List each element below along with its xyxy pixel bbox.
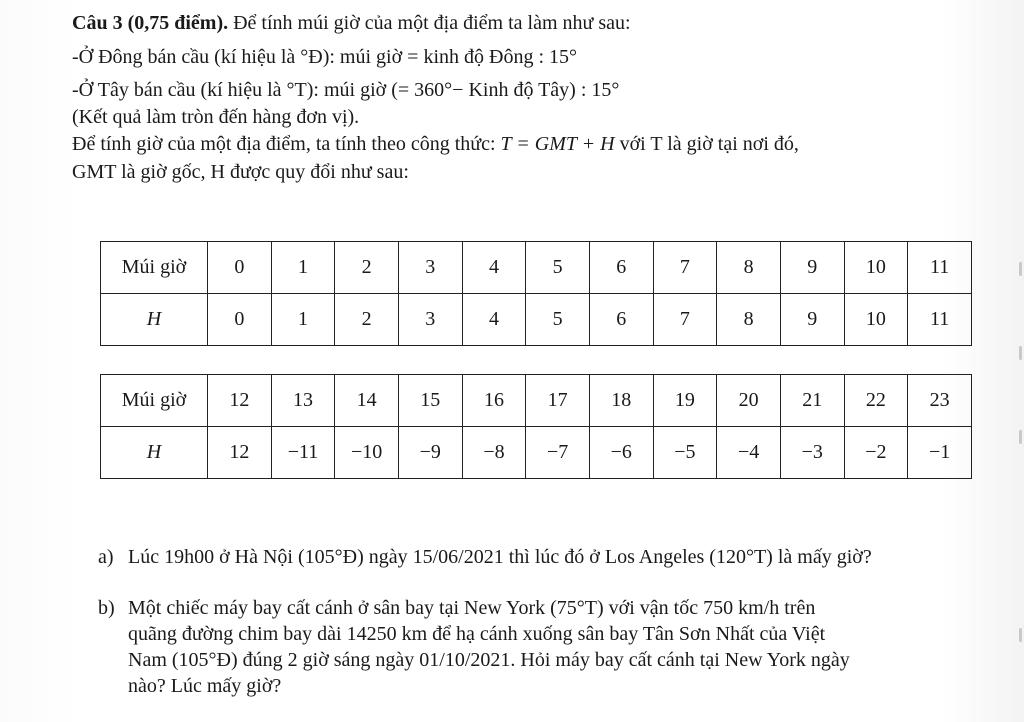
h-cell: 5 bbox=[526, 294, 590, 346]
question-a bbox=[98, 544, 872, 570]
timezone-cell: 7 bbox=[653, 242, 717, 294]
timezone-cell: 3 bbox=[398, 242, 462, 294]
h-cell: 2 bbox=[335, 294, 399, 346]
page-edge-mark bbox=[1019, 262, 1022, 276]
h-row-header bbox=[101, 294, 208, 346]
formula-intro: Để tính giờ của một địa điểm, ta tính theo công thức: bbox=[72, 133, 501, 155]
h-cell: 10 bbox=[844, 294, 908, 346]
formula-line bbox=[72, 131, 799, 157]
timezone-cell: 12 bbox=[208, 375, 272, 427]
timezone-cell: 21 bbox=[780, 375, 844, 427]
h-cell: −7 bbox=[526, 427, 590, 479]
formula-continuation: GMT là giờ gốc, H được quy đổi như sau: bbox=[72, 161, 409, 183]
east-hemisphere-rule: -Ở Đông bán cầu (kí hiệu là °Đ): múi giờ = kinh độ Đông : 15° bbox=[72, 46, 577, 68]
h-cell: −6 bbox=[589, 427, 653, 479]
h-cell: −9 bbox=[398, 427, 462, 479]
timezone-row-header: Múi giờ bbox=[101, 375, 208, 427]
h-cell: 7 bbox=[653, 294, 717, 346]
timezone-cell: 14 bbox=[335, 375, 399, 427]
timezone-cell: 9 bbox=[780, 242, 844, 294]
timezone-cell: 4 bbox=[462, 242, 526, 294]
h-cell: −10 bbox=[335, 427, 399, 479]
timezone-row bbox=[101, 242, 972, 294]
question-b-line bbox=[98, 595, 1000, 621]
timezone-cell: 22 bbox=[844, 375, 908, 427]
question-b bbox=[98, 595, 1000, 699]
timezone-cell: 10 bbox=[844, 242, 908, 294]
question-a-label: a) bbox=[98, 546, 114, 568]
question-b-text-2: quãng đường chim bay dài 14250 km để hạ cánh xuống sân bay Tân Sơn Nhất của Việt bbox=[128, 623, 826, 645]
h-cell: −1 bbox=[908, 427, 972, 479]
page-edge-mark bbox=[1019, 346, 1022, 360]
timezone-cell: 6 bbox=[589, 242, 653, 294]
h-row-header bbox=[101, 427, 208, 479]
timezone-cell: 16 bbox=[462, 375, 526, 427]
timezone-cell: 1 bbox=[271, 242, 335, 294]
timezone-row bbox=[101, 375, 972, 427]
h-cell: 0 bbox=[208, 294, 272, 346]
page-edge-mark bbox=[1019, 628, 1022, 642]
h-cell: 9 bbox=[780, 294, 844, 346]
h-cell: 1 bbox=[271, 294, 335, 346]
h-cell: −8 bbox=[462, 427, 526, 479]
timezone-cell: 2 bbox=[335, 242, 399, 294]
h-cell: −5 bbox=[653, 427, 717, 479]
timezone-row-header: Múi giờ bbox=[101, 242, 208, 294]
question-b-text-1: Một chiếc máy bay cất cánh ở sân bay tại New York (75°T) với vận tốc 750 km/h trên bbox=[128, 597, 816, 619]
question-b-label: b) bbox=[98, 597, 115, 619]
timezone-cell: 15 bbox=[398, 375, 462, 427]
h-cell: 4 bbox=[462, 294, 526, 346]
formula: T = GMT + H bbox=[500, 133, 615, 155]
timezone-cell: 19 bbox=[653, 375, 717, 427]
h-cell: −11 bbox=[271, 427, 335, 479]
h-cell: 3 bbox=[398, 294, 462, 346]
question-a-text: Lúc 19h00 ở Hà Nội (105°Đ) ngày 15/06/2021 thì lúc đó ở Los Angeles (120°T) là mấy giờ? bbox=[128, 546, 872, 568]
h-symbol: H bbox=[146, 441, 162, 463]
timezone-table-1 bbox=[100, 241, 972, 346]
rounding-note: (Kết quả làm tròn đến hàng đơn vị). bbox=[72, 106, 360, 128]
question-b-text-4: nào? Lúc mấy giờ? bbox=[128, 675, 282, 697]
timezone-cell: 18 bbox=[589, 375, 653, 427]
h-row bbox=[101, 427, 972, 479]
h-cell: 8 bbox=[717, 294, 781, 346]
h-symbol: H bbox=[146, 308, 162, 330]
timezone-cell: 5 bbox=[526, 242, 590, 294]
h-cell: 12 bbox=[208, 427, 272, 479]
h-cell: 6 bbox=[589, 294, 653, 346]
question-b-text-3: Nam (105°Đ) đúng 2 giờ sáng ngày 01/10/2021. Hỏi máy bay cất cánh tại New York ngày bbox=[128, 649, 850, 671]
question-number: Câu 3 (0,75 điểm). bbox=[72, 12, 229, 34]
question-title bbox=[72, 10, 631, 36]
page-edge-mark bbox=[1019, 430, 1022, 444]
timezone-cell: 17 bbox=[526, 375, 590, 427]
h-cell: −3 bbox=[780, 427, 844, 479]
timezone-cell: 8 bbox=[717, 242, 781, 294]
west-hemisphere-rule: -Ở Tây bán cầu (kí hiệu là °T): múi giờ (= 360°− Kinh độ Tây) : 15° bbox=[72, 79, 620, 101]
timezone-cell: 23 bbox=[908, 375, 972, 427]
timezone-table-2 bbox=[100, 374, 972, 479]
formula-explanation: với T là giờ tại nơi đó, bbox=[614, 133, 799, 155]
h-cell: −4 bbox=[717, 427, 781, 479]
h-cell: 11 bbox=[908, 294, 972, 346]
h-row bbox=[101, 294, 972, 346]
question-title-text: Để tính múi giờ của một địa điểm ta làm như sau: bbox=[228, 12, 631, 34]
h-cell: −2 bbox=[844, 427, 908, 479]
timezone-cell: 11 bbox=[908, 242, 972, 294]
timezone-cell: 20 bbox=[717, 375, 781, 427]
timezone-cell: 13 bbox=[271, 375, 335, 427]
timezone-cell: 0 bbox=[208, 242, 272, 294]
